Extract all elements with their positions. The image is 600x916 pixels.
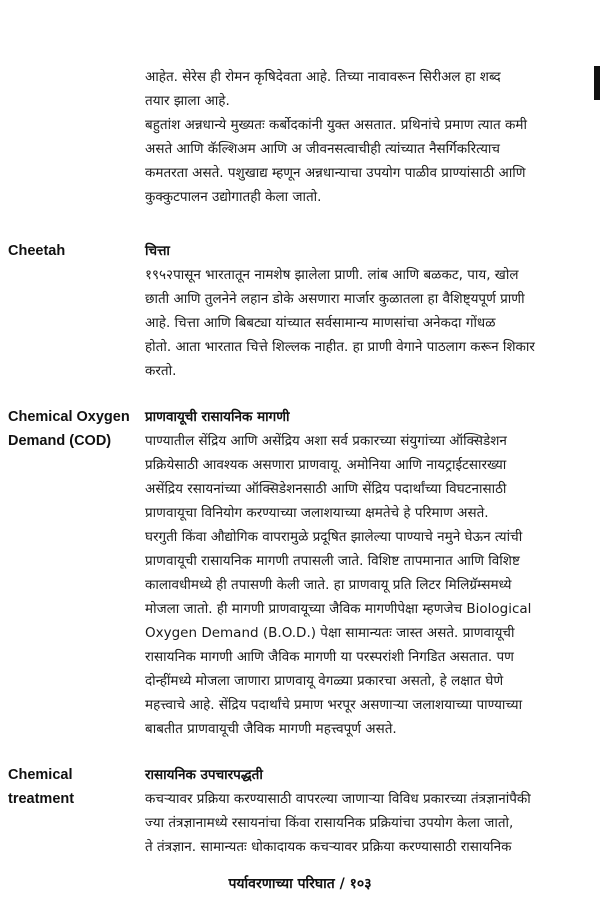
entry-term: Chemical (8, 767, 73, 783)
text-line: मोजला जातो. ही मागणी प्राणवायूच्या जैविक मागणीपेक्षा म्हणजेच Biological (145, 601, 532, 617)
text-line: होतो. आता भारतात चित्ते शिल्लक नाहीत. हा प्राणी वेगाने पाठलाग करून शिकार (145, 339, 535, 355)
text-line: ते तंत्रज्ञान. सामान्यतः धोकादायक कचऱ्यावर प्रक्रिया करण्यासाठी रासायनिक (145, 839, 512, 855)
text-line: आहे. चित्ता आणि बिबट्या यांच्यात सर्वसामान्य माणसांचा अनेकदा गोंधळ (145, 315, 496, 331)
text-line: पाण्यातील सेंद्रिय आणि असेंद्रिय अशा सर्व प्रकारच्या संयुगांच्या ऑक्सिडेशन (145, 433, 507, 449)
text-line: रासायनिक मागणी आणि जैविक मागणी या परस्परांशी निगडित असतात. पण (145, 649, 514, 665)
text-line: प्रक्रियेसाठी आवश्यक असणारा प्राणवायू. अमोनिया आणि नायट्राईटसारख्या (145, 457, 507, 473)
page-footer: पर्यावरणाच्या परिघात / १०३ (228, 876, 372, 892)
text-line: प्राणवायूची रासायनिक मागणी तपासली जाते. विशिष्ट तापमानात आणि विशिष्ट (145, 553, 520, 569)
entry-term: Cheetah (8, 243, 66, 259)
entry-term: treatment (8, 791, 75, 807)
text-line: कचऱ्यावर प्रक्रिया करण्यासाठी वापरल्या जाणाऱ्या विविध प्रकारच्या तंत्रज्ञानांपैकी (145, 791, 531, 807)
text-line: कुक्कुटपालन उद्योगातही केला जातो. (145, 189, 322, 205)
text-line: दोन्हींमध्ये मोजला जाणारा प्राणवायू वेगळ्या प्रकारचा असतो, हे लक्षात घेणे (145, 673, 504, 689)
text-line: बहुतांश अन्नधान्ये मुख्यतः कर्बोदकांनी युक्त असतात. प्रथिनांचे प्रमाण त्यात कमी (145, 117, 527, 133)
entry-heading: चित्ता (145, 243, 170, 259)
text-line: ज्या तंत्रज्ञानामध्ये रसायनांचा किंवा रासायनिक प्रक्रियांचा उपयोग केला जातो, (145, 815, 514, 831)
text-line: असेंद्रिय रसायनांच्या ऑक्सिडेशनसाठी आणि सेंद्रिय पदार्थांच्या विघटनासाठी (145, 481, 507, 497)
text-line: बाबतीत प्राणवायूची जैविक मागणी महत्त्वपूर्ण असते. (145, 721, 397, 737)
text-line: छाती आणि तुलनेने लहान डोके असणारा मार्जार कुळातला हा वैशिष्ट्यपूर्ण प्राणी (145, 291, 525, 307)
text-line: तयार झाला आहे. (145, 93, 230, 109)
text-line: Oxygen Demand (B.O.D.) पेक्षा सामान्यतः जास्त असते. प्राणवायूची (145, 625, 515, 641)
text-line: घरगुती किंवा औद्योगिक वापरामुळे प्रदूषित झालेल्या पाण्याचे नमुने घेऊन त्यांची (145, 529, 523, 545)
entry-heading: रासायनिक उपचारपद्धती (145, 767, 263, 783)
entry-heading: प्राणवायूची रासायनिक मागणी (145, 409, 290, 425)
text-line: असते आणि कॅल्शिअम आणि अ जीवनसत्वाचीही त्यांच्यात नैसर्गिकरित्याच (145, 141, 500, 157)
text-line: १९५२पासून भारतातून नामशेष झालेला प्राणी. लांब आणि बळकट, पाय, खोल (145, 267, 519, 283)
text-line: आहेत. सेरेस ही रोमन कृषिदेवता आहे. तिच्या नावावरून सिरीअल हा शब्द (145, 69, 501, 85)
page-edge-marker (594, 66, 600, 100)
text-line: कमतरता असते. पशुखाद्य म्हणून अन्नधान्याचा उपयोग पाळीव प्राण्यांसाठी आणि (145, 165, 526, 181)
text-line: प्राणवायूचा विनियोग करण्याच्या जलाशयाच्या क्षमतेचे हे परिमाण असते. (145, 505, 489, 521)
text-line: करतो. (145, 363, 177, 379)
entry-term: Chemical Oxygen (8, 409, 130, 425)
text-line: कालावधीमध्ये ही तपासणी केली जाते. हा प्राणवायू प्रति लिटर मिलिग्रॅम्समध्ये (145, 577, 512, 593)
text-line: महत्त्वाचे आहे. सेंद्रिय पदार्थांचे प्रमाण भरपूर असणाऱ्या जलाशयाच्या पाण्याच्या (145, 697, 523, 713)
entry-term: Demand (COD) (8, 433, 112, 449)
